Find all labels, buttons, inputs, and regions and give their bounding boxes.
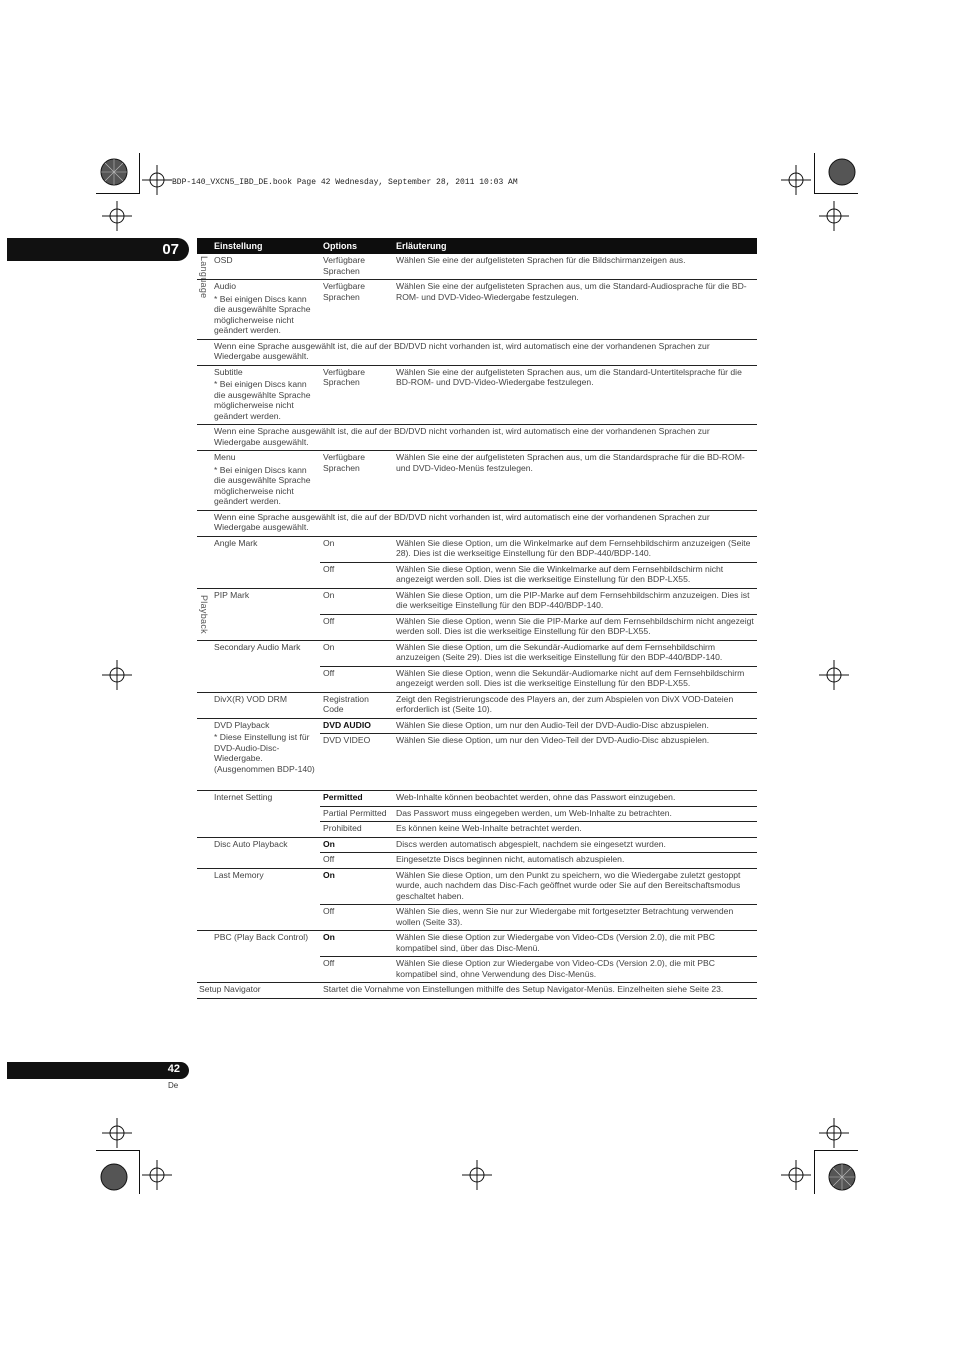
default-option: Permitted [323, 792, 363, 802]
table-row [197, 280, 757, 340]
setting-name: DVD Playback [214, 719, 270, 730]
setting-setup-navigator: Setup Navigator [197, 983, 320, 999]
description-cell: Wählen Sie diese Option, um nur den Audio-Teil der DVD-Audio-Disc abzuspielen. [393, 718, 757, 734]
setting-disc-auto-playback: Disc Auto Playback [197, 837, 320, 868]
description-cell: Wählen Sie eine der aufgelisteten Sprachen aus, um die Standard-Untertitelsprache für die BD-ROM- und DVD-Video-Wiedergabe festzulegen. [393, 365, 757, 425]
description-cell: Web-Inhalte können beobachtet werden, ohne das Passwort einzugeben. [393, 791, 757, 807]
setting-last-memory: Last Memory [197, 868, 320, 931]
table-header-row [197, 238, 757, 254]
description-cell: Wählen Sie eine der aufgelisteten Sprachen aus, um die Standardsprache für die BD-ROM- und DVD-Video-Menüs festzulegen. [393, 451, 757, 511]
crop-line [96, 1150, 140, 1151]
table-row [197, 339, 757, 365]
option-cell: On [320, 640, 393, 666]
crosshair-mark [781, 165, 811, 195]
page-number: 42 [167, 1063, 180, 1075]
description-cell: Wählen Sie diese Option zur Wiedergabe von Video-CDs (Version 2.0), die mit PBC kompatibel sind, über das Disc-Menü. [393, 931, 757, 957]
setting-divx-vod-drm: DivX(R) VOD DRM [197, 692, 320, 718]
crosshair-mark [819, 201, 849, 231]
description-cell: Wählen Sie diese Option, um den Punkt zu speichern, wo die Wiedergabe zuletzt gestoppt wurde, auch nachdem das Disc-Fach geöffnet wurde oder Sie auf den Bereitschaftsmodus geschaltet haben. [393, 868, 757, 905]
crop-line [814, 1150, 815, 1194]
setting-name: Audio [214, 281, 236, 291]
column-header-options: Options [320, 238, 393, 254]
color-wheel-mark-bottom-right [826, 1161, 858, 1193]
setting-dvd-playback [197, 718, 320, 791]
language-code: De [168, 1081, 179, 1090]
crop-line [139, 153, 140, 193]
description-cell: Wählen Sie diese Option, wenn die Sekundär-Audiomarke nicht auf dem Fernsehbildschirm angezeigt werden soll. Dies ist die werkseitige Einstellung für den BDP-LX55. [393, 666, 757, 692]
option-cell: On [320, 588, 393, 614]
setting-note: * Bei einigen Discs kann die ausgewählte Sprache möglicherweise nicht geändert werden. [214, 464, 311, 506]
info-note: Wenn eine Sprache ausgewählt ist, die auf der BD/DVD nicht vorhanden ist, wird automatisch eine der vorhandenen Sprachen zur Wiedergabe ausgewählt. [197, 339, 757, 365]
settings-table [197, 238, 757, 999]
setting-note: * Diese Einstellung ist für DVD-Audio-Disc-Wiedergabe. (Ausgenommen BDP-140) [214, 732, 315, 774]
option-cell: Off [320, 562, 393, 588]
option-cell: Prohibited [320, 822, 393, 838]
crosshair-mark [102, 1118, 132, 1148]
side-label-language: Language [199, 256, 209, 299]
setting-name: Menu [214, 452, 236, 462]
description-cell: Wählen Sie diese Option, um die Winkelmarke auf dem Fernsehbildschirm anzuzeigen (Seite 28). Dies ist die werkseitige Einstellung für den BDP-440/BDP-140. [393, 536, 757, 562]
info-note: Wenn eine Sprache ausgewählt ist, die auf der BD/DVD nicht vorhanden ist, wird automatisch eine der vorhandenen Sprachen zur Wiedergabe ausgewählt. [197, 510, 757, 536]
option-cell: Registration Code [320, 692, 393, 718]
default-option: On [323, 869, 335, 880]
description-cell: Wählen Sie diese Option, um die PIP-Marke auf dem Fernsehbildschirm anzuzeigen. Dies ist die werkseitige Einstellung für den BDP-440/BDP-140. [393, 588, 757, 614]
table-row [197, 791, 757, 807]
setting-note: * Bei einigen Discs kann die ausgewählte Sprache möglicherweise nicht geändert werden. [214, 379, 311, 421]
setting-internet: Internet Setting [197, 791, 320, 838]
table-row [197, 931, 757, 957]
option-cell: Off [320, 853, 393, 869]
crosshair-mark [462, 1160, 492, 1190]
table-row [197, 365, 757, 425]
option-cell [320, 791, 393, 807]
chapter-number: 07 [162, 241, 179, 258]
table-row [197, 983, 757, 999]
option-cell: Verfügbare Sprachen [320, 280, 393, 340]
table-row [197, 510, 757, 536]
description-cell: Eingesetzte Discs beginnen nicht, automatisch abzuspielen. [393, 853, 757, 869]
default-option: DVD AUDIO [323, 719, 371, 730]
setting-pbc: PBC (Play Back Control) [197, 931, 320, 983]
crosshair-mark [819, 1118, 849, 1148]
crop-line [96, 193, 140, 194]
description-cell: Wählen Sie diese Option, um nur den Video-Teil der DVD-Audio-Disc abzuspielen. [393, 734, 757, 791]
table-row [197, 254, 757, 280]
setting-menu [197, 451, 320, 511]
table-row [197, 425, 757, 451]
table-row [197, 692, 757, 718]
option-cell: On [320, 536, 393, 562]
crop-line [814, 193, 858, 194]
column-header-setting: Einstellung [197, 238, 320, 254]
table-row [197, 868, 757, 905]
option-cell: Off [320, 905, 393, 931]
color-wheel-mark-bottom-left [98, 1161, 130, 1193]
default-option: On [323, 932, 335, 942]
option-cell: Off [320, 666, 393, 692]
description-cell: Wählen Sie diese Option, wenn Sie die PIP-Marke auf dem Fernsehbildschirm nicht angezeigt werden soll. Dies ist die werkseitige Einstellung für den BDP-LX55. [393, 614, 757, 640]
setting-audio [197, 280, 320, 340]
setting-secondary-audio-mark: Secondary Audio Mark [197, 640, 320, 692]
description-cell: Wählen Sie diese Option, wenn Sie die Winkelmarke auf dem Fernsehbildschirm nicht angezeigt werden soll. Dies ist die werkseitige Einstellung für den BDP-LX55. [393, 562, 757, 588]
crosshair-mark [102, 201, 132, 231]
info-note: Wenn eine Sprache ausgewählt ist, die auf der BD/DVD nicht vorhanden ist, wird automatisch eine der vorhandenen Sprachen zur Wiedergabe ausgewählt. [197, 425, 757, 451]
description-cell: Wählen Sie eine der aufgelisteten Sprachen aus, um die Standard-Audiosprache für die BD-ROM- und DVD-Video-Wiedergabe festzulegen. [393, 280, 757, 340]
option-cell: Partial Permitted [320, 806, 393, 822]
option-cell [320, 718, 393, 734]
crosshair-mark [102, 660, 132, 690]
option-cell [320, 868, 393, 905]
option-cell: Off [320, 957, 393, 983]
description-cell: Wählen Sie diese Option zur Wiedergabe von Video-CDs (Version 2.0), die mit PBC kompatibel sind, ohne Verwendung des Disc-Menüs. [393, 957, 757, 983]
crop-line [139, 1150, 140, 1194]
crop-line [814, 1150, 858, 1151]
setting-pip-mark: PIP Mark [197, 588, 320, 640]
description-cell: Wählen Sie dies, wenn Sie nur zur Wiedergabe mit fortgesetzter Betrachtung verwenden wollen (Seite 33). [393, 905, 757, 931]
description-cell: Es können keine Web-Inhalte betrachtet werden. [393, 822, 757, 838]
table-row [197, 718, 757, 734]
option-cell: DVD VIDEO [320, 734, 393, 791]
table-row [197, 837, 757, 853]
color-wheel-mark-top-right [826, 156, 858, 188]
default-option: On [323, 838, 335, 849]
option-cell [320, 931, 393, 957]
table-row [197, 451, 757, 511]
file-header: BDP-140_VXCN5_IBD_DE.book Page 42 Wednesday, September 28, 2011 10:03 AM [172, 178, 518, 187]
option-cell: Verfügbare Sprachen [320, 365, 393, 425]
option-cell [320, 837, 393, 853]
crosshair-mark [819, 660, 849, 690]
setting-note: * Bei einigen Discs kann die ausgewählte Sprache möglicherweise nicht geändert werden. [214, 293, 311, 335]
page-number-tab [7, 1062, 189, 1079]
crosshair-mark [142, 1160, 172, 1190]
chapter-tab [7, 238, 189, 261]
setting-angle-mark: Angle Mark [197, 536, 320, 588]
description-cell: Startet die Vornahme von Einstellungen mithilfe des Setup Navigator-Menüs. Einzelheiten siehe Seite 23. [320, 983, 757, 999]
setting-name: Subtitle [214, 366, 243, 377]
setting-osd: OSD [197, 254, 320, 280]
crop-line [814, 153, 815, 193]
color-wheel-mark-top-left [98, 156, 130, 188]
table-row [197, 640, 757, 666]
option-cell: Verfügbare Sprachen [320, 254, 393, 280]
description-cell: Das Passwort muss eingegeben werden, um Web-Inhalte zu betrachten. [393, 806, 757, 822]
column-header-description: Erläuterung [393, 238, 757, 254]
setting-subtitle [197, 365, 320, 425]
side-label-playback: Playback [199, 595, 209, 634]
description-cell: Wählen Sie diese Option, um die Sekundär-Audiomarke auf dem Fernsehbildschirm anzuzeigen (Seite 29). Dies ist die werkseitige Einstellung für den BDP-440/BDP-140. [393, 640, 757, 666]
table-row [197, 536, 757, 562]
description-cell: Zeigt den Registrierungscode des Players an, der zum Abspielen von DivX VOD-Dateien erforderlich ist (Seite 10). [393, 692, 757, 718]
option-cell: Off [320, 614, 393, 640]
description-cell: Wählen Sie eine der aufgelisteten Sprachen für die Bildschirmanzeigen aus. [393, 254, 757, 280]
crosshair-mark [781, 1160, 811, 1190]
table-row [197, 588, 757, 614]
crosshair-mark [142, 165, 172, 195]
option-cell: Verfügbare Sprachen [320, 451, 393, 511]
description-cell: Discs werden automatisch abgespielt, nachdem sie eingesetzt wurden. [393, 837, 757, 853]
